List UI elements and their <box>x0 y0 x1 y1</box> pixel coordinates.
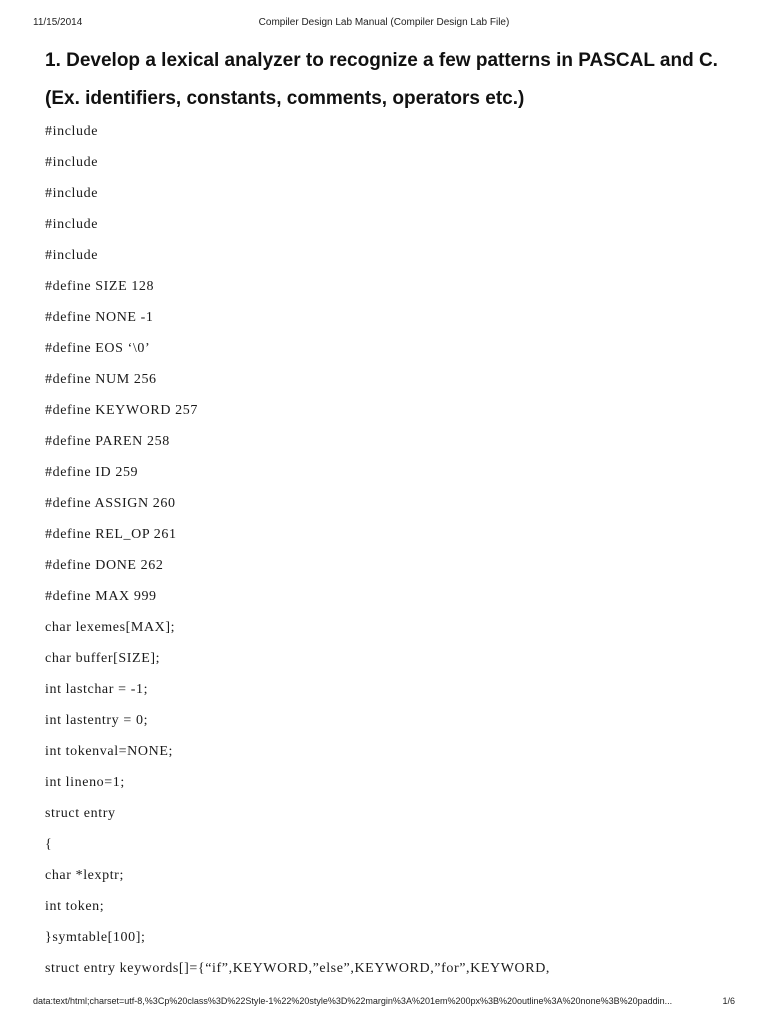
code-line: }symtable[100]; <box>45 930 146 945</box>
code-line: #define PAREN 258 <box>45 434 170 449</box>
code-line: #define ASSIGN 260 <box>45 496 176 511</box>
page-footer <box>33 996 735 1010</box>
code-line: int lineno=1; <box>45 775 125 790</box>
code-line: #include <box>45 217 99 232</box>
code-line: #define NONE -1 <box>45 310 154 325</box>
code-line: #define EOS ‘\0’ <box>45 341 151 356</box>
print-date: 11/15/2014 <box>33 17 83 28</box>
code-line: char *lexptr; <box>45 868 124 883</box>
code-line: #include <box>45 186 99 201</box>
code-line: #define ID 259 <box>45 465 139 480</box>
code-line: struct entry <box>45 806 116 821</box>
code-listing <box>45 122 550 990</box>
code-line: #include <box>45 248 99 263</box>
code-line: { <box>45 837 53 852</box>
code-line: #define MAX 999 <box>45 589 157 604</box>
page-header <box>33 17 735 31</box>
code-line: #define KEYWORD 257 <box>45 403 198 418</box>
code-line: int tokenval=NONE; <box>45 744 173 759</box>
code-line: int lastentry = 0; <box>45 713 149 728</box>
exercise-heading-line-2: (Ex. identifiers, constants, comments, operators etc.) <box>45 88 525 109</box>
code-line: #include <box>45 124 99 139</box>
code-line: #define SIZE 128 <box>45 279 155 294</box>
page-number: 1/6 <box>722 996 735 1006</box>
code-line: struct entry keywords[]={“if”,KEYWORD,”else”,KEYWORD,”for”,KEYWORD, <box>45 961 551 976</box>
code-line: #include <box>45 155 99 170</box>
code-line: char buffer[SIZE]; <box>45 651 161 666</box>
code-line: #define NUM 256 <box>45 372 157 387</box>
code-line: int lastchar = -1; <box>45 682 149 697</box>
code-line: char lexemes[MAX]; <box>45 620 176 635</box>
document-title: Compiler Design Lab Manual (Compiler Design Lab File) <box>258 17 510 28</box>
exercise-heading-line-1: 1. Develop a lexical analyzer to recognize a few patterns in PASCAL and C. <box>45 50 718 71</box>
code-line: #define DONE 262 <box>45 558 164 573</box>
code-line: int token; <box>45 899 105 914</box>
source-url: data:text/html;charset=utf-8,%3Cp%20class%3D%22Style-1%22%20style%3D%22margin%3A%201em%200px%3B%20outline%3A%20none%3B%20paddin... <box>33 996 673 1006</box>
code-line: #define REL_OP 261 <box>45 527 177 542</box>
